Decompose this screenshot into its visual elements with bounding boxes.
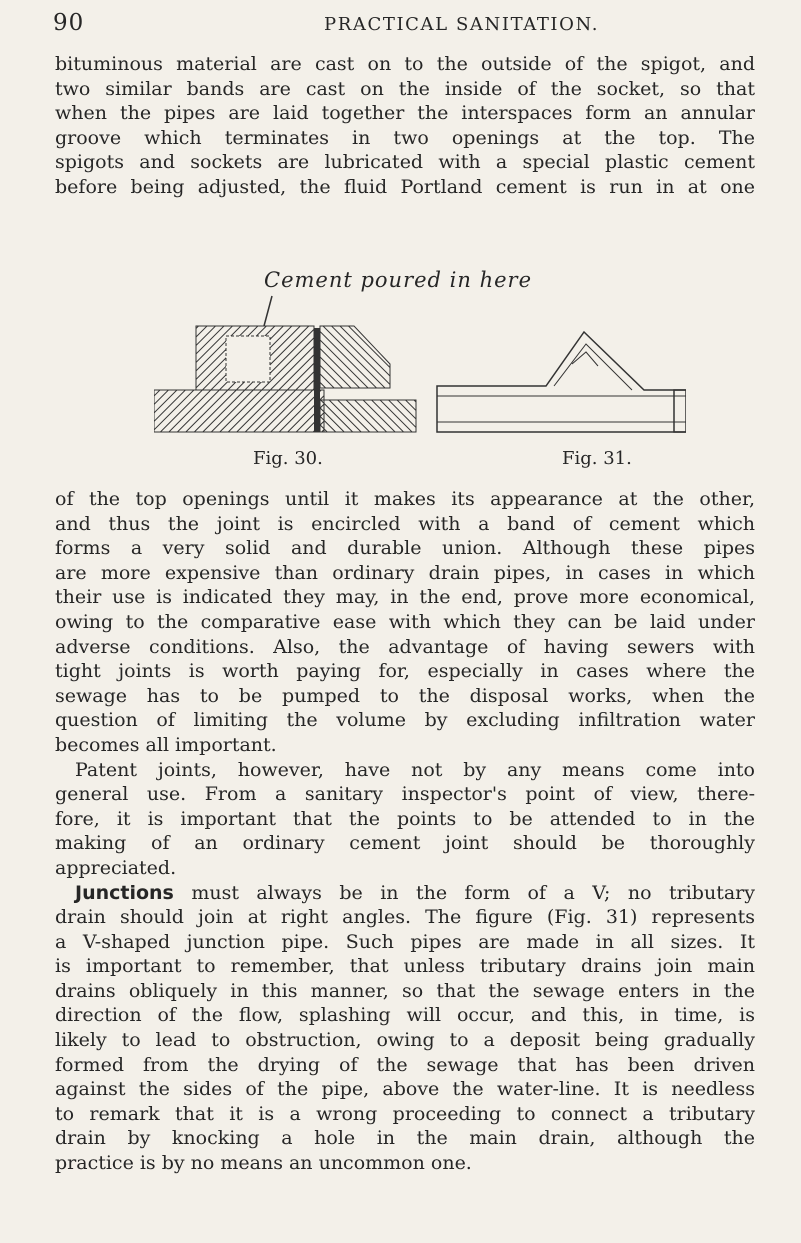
junctions-first-line (55, 881, 755, 906)
text-line: their use is indicated they may, in the end, prove more economical, (55, 586, 755, 609)
text-line: when the pipes are laid together the interspaces form an annular (55, 102, 755, 125)
text-line: becomes all important. (55, 733, 277, 756)
text-line: practice is by no means an uncommon one. (55, 1152, 472, 1175)
running-head (38, 10, 728, 40)
text-line: owing to the comparative ease with which they can be laid under (55, 610, 755, 633)
text-line: appreciated. (55, 856, 177, 879)
text-line: against the sides of the pipe, above the water-line. It is needless (55, 1078, 755, 1101)
paragraph-2 (55, 487, 755, 1176)
text-line: drains obliquely in this manner, so that the sewage enters in the (55, 979, 755, 1002)
text-line: question of limiting the volume by excluding infiltration water (55, 709, 755, 732)
text-line: making of an ordinary cement joint should be thoroughly (55, 832, 755, 855)
text-line: is important to remember, that unless tributary drains join main (55, 955, 755, 978)
fig-31-v-junction-diagram (437, 332, 686, 432)
caption-fig-30: Fig. 30. (253, 448, 323, 469)
text-line: direction of the flow, splashing will occur, and this, in time, is (55, 1004, 755, 1027)
running-title: PRACTICAL SANITATION. (324, 14, 600, 35)
caption-fig-31: Fig. 31. (562, 448, 632, 469)
text-line: adverse conditions. Also, the advantage of having sewers with (55, 635, 755, 658)
text-line: tight joints is worth paying for, especially in cases where the (55, 660, 755, 683)
text-line: forms a very solid and durable union. Although these pipes (55, 537, 755, 560)
page-number: 90 (53, 10, 85, 36)
text-line: a V-shaped junction pipe. Such pipes are made in all sizes. It (55, 930, 755, 953)
text-line: fore, it is important that the points to be attended to in the (55, 807, 755, 830)
text-line: drain by knocking a hole in the main drain, although the (55, 1127, 755, 1150)
text-line: sewage has to be pumped to the disposal works, when the (55, 684, 755, 707)
text-line: Patent joints, however, have not by any means come into (75, 758, 755, 781)
paragraph-1 (55, 52, 755, 200)
text-line: drain should join at right angles. The figure (Fig. 31) represents (55, 906, 755, 929)
junctions-first-line-text: must always be in the form of a V; no tributary (191, 881, 755, 904)
text-line: two similar bands are cast on the inside of the socket, so that (55, 77, 755, 100)
junctions-sidehead: Junctions (75, 881, 174, 904)
figures-30-31 (154, 268, 686, 480)
text-line: likely to lead to obstruction, owing to a deposit being gradually (55, 1029, 755, 1052)
text-line: general use. From a sanitary inspector's point of view, there- (55, 783, 755, 806)
text-line: formed from the drying of the sewage that has been driven (55, 1053, 755, 1076)
text-line: and thus the joint is encircled with a band of cement which (55, 512, 755, 535)
text-line: bituminous material are cast on to the outside of the spigot, and (55, 53, 755, 75)
text-line: groove which terminates in two openings at the top. The (55, 126, 755, 149)
cement-annotation: Cement poured in here (264, 268, 533, 292)
fig-30-cement-joint-diagram (154, 296, 416, 432)
text-line: spigots and sockets are lubricated with a special plastic cement (55, 151, 755, 174)
text-line: of the top openings until it makes its appearance at the other, (55, 488, 755, 510)
text-line: to remark that it is a wrong proceeding to connect a tributary (55, 1102, 755, 1125)
text-line: before being adjusted, the fluid Portland cement is run in at one (55, 175, 755, 198)
text-line: are more expensive than ordinary drain pipes, in cases in which (55, 561, 755, 584)
